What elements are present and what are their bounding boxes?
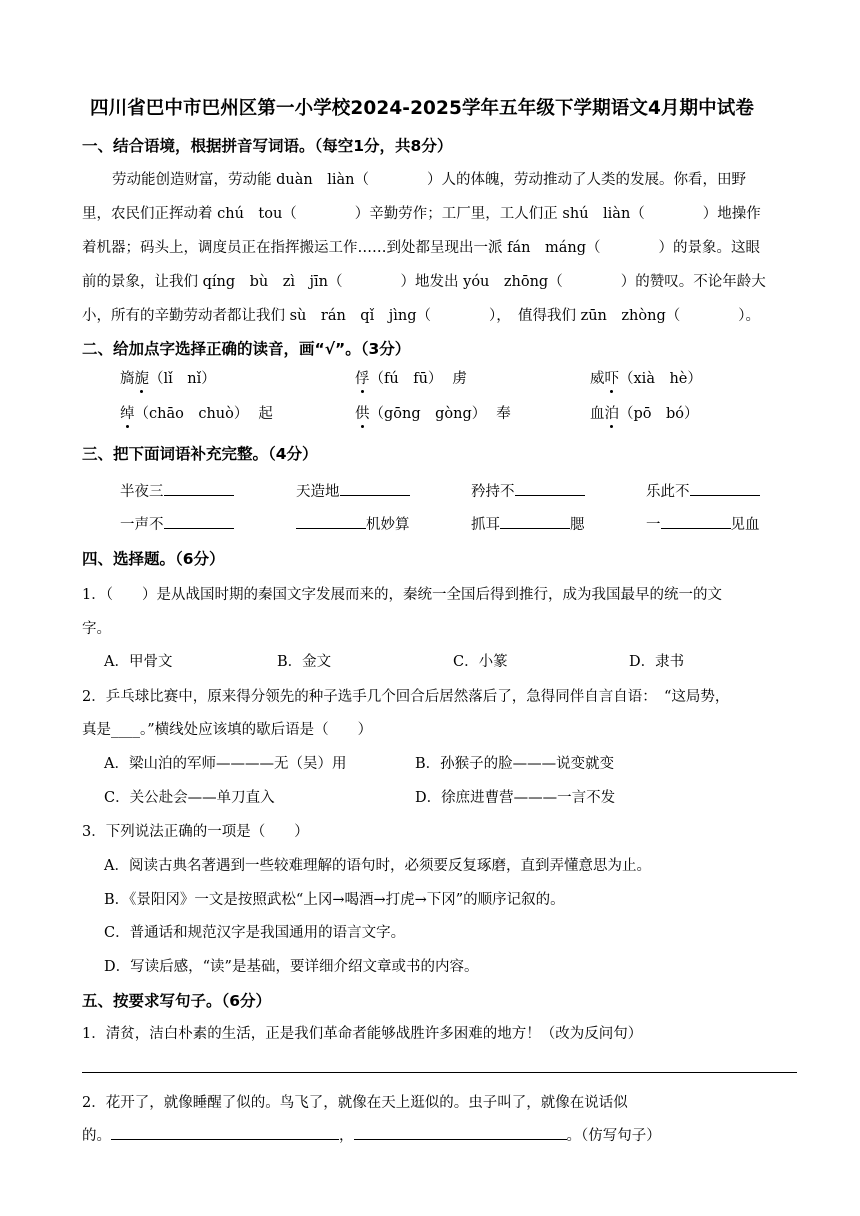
q2-option-c[interactable]: C．关公赴会——单刀直入 [104, 790, 275, 806]
s5-q2-text: 2．花开了，就像睡醒了似的。鸟飞了，就像在天上逛似的。虫子叫了，就像在说话似 [82, 1095, 628, 1111]
answer-blank[interactable] [515, 481, 585, 496]
s1-line-3: 着机器；码头上，调度员正在指挥搬运工作……到处都呈现出一派 fán máng（ ）的景象。这眼 [82, 240, 760, 256]
q1-option-b[interactable]: B．金文 [277, 654, 332, 670]
page-title: 四川省巴中市巴州区第一小学校2024-2025学年五年级下学期语文4月期中试卷 [90, 98, 754, 119]
fill-item: 机妙算 [296, 513, 410, 534]
q1-option-c[interactable]: C．小篆 [453, 654, 508, 670]
pron-item: 供（gōng gòng） 奉 [355, 406, 511, 422]
q2-option-a[interactable]: A．梁山泊的军师————无（吴）用 [104, 756, 347, 772]
dotted-char: 旎 [134, 371, 149, 387]
s1-line-1: 劳动能创造财富，劳动能 duàn liàn（ ）人的体魄，劳动推动了人类的发展。你看，田野 [112, 172, 746, 188]
q3-option-a[interactable]: A．阅读古典名著遇到一些较难理解的语句时，必须要反复琢磨，直到弄懂意思为止。 [104, 858, 651, 874]
section-1-heading: 一、结合语境，根据拼音写词语。（每空1分，共8分） [82, 137, 453, 155]
q2-text-cont: 真是____。”横线处应该填的歇后语是（ ） [82, 722, 373, 738]
section-3-heading: 三、把下面词语补充完整。（4分） [82, 445, 318, 463]
answer-blank[interactable] [354, 1125, 567, 1140]
fill-item: 抓耳 腮 [471, 513, 585, 534]
answer-blank[interactable] [340, 481, 410, 496]
answer-blank[interactable] [111, 1125, 339, 1140]
q1-text-cont: 字。 [82, 621, 111, 637]
answer-blank[interactable] [690, 481, 760, 496]
dotted-char: 泊 [604, 406, 619, 422]
fill-item: 一 见血 [646, 513, 760, 534]
pron-item: 威吓（xià hè） [590, 371, 702, 387]
fill-item: 一声不 [120, 513, 234, 534]
dotted-char: 绰 [120, 406, 135, 422]
s1-line-4: 前的景象，让我们 qíng bù zì jīn（ ）地发出 yóu zhōng（ ）的赞叹。不论年龄大 [82, 274, 766, 290]
answer-blank[interactable] [296, 514, 366, 529]
q3-option-d[interactable]: D．写读后感，“读”是基础，要详细介绍文章或书的内容。 [104, 959, 479, 975]
s1-line-5: 小，所有的辛勤劳动者都让我们 sù rán qǐ jìng（ ）， 值得我们 zūn zhòng（ ）。 [82, 308, 760, 324]
s1-line-2: 里，农民们正挥动着 chú tou（ ）辛勤劳作；工厂里，工人们正 shú liàn（ ）地操作 [82, 206, 761, 222]
q1-text: 1．（ ）是从战国时期的秦国文字发展而来的，秦统一全国后得到推行，成为我国最早的统一的文 [82, 587, 722, 603]
answer-blank[interactable] [164, 481, 234, 496]
q3-text: 3．下列说法正确的一项是（ ） [82, 824, 309, 840]
q1-option-d[interactable]: D．隶书 [629, 654, 685, 670]
section-5-heading: 五、按要求写句子。（6分） [82, 992, 272, 1010]
q1-option-a[interactable]: A．甲骨文 [104, 654, 173, 670]
fill-item: 半夜三 [120, 480, 234, 501]
dotted-char: 俘 [355, 371, 370, 387]
fill-item: 天造地 [296, 480, 410, 501]
pron-item: 绰（chāo chuò） 起 [120, 406, 273, 422]
answer-blank[interactable] [164, 514, 234, 529]
pron-item: 旖旎（lǐ nǐ） [120, 371, 216, 387]
q2-text: 2．乒乓球比赛中，原来得分领先的种子选手几个回合后居然落后了，急得同伴自言自语： “这局势， [82, 689, 730, 705]
s5-q2-text-cont: 的。 ， 。（仿写句子） [82, 1124, 661, 1145]
answer-line[interactable] [82, 1072, 797, 1073]
q2-option-b[interactable]: B．孙猴子的脸———说变就变 [415, 756, 615, 772]
section-2-heading: 二、给加点字选择正确的读音，画“√”。（3分） [82, 340, 411, 358]
dotted-char: 供 [355, 406, 370, 422]
fill-item: 乐此不 [646, 480, 760, 501]
dotted-char: 吓 [604, 371, 619, 387]
q3-option-c[interactable]: C．普通话和规范汉字是我国通用的语言文字。 [104, 925, 406, 941]
s5-q1-text: 1．清贫，洁白朴素的生活，正是我们革命者能够战胜许多困难的地方！（改为反问句） [82, 1026, 643, 1042]
fill-item: 矜持不 [471, 480, 585, 501]
pron-item: 俘（fú fū） 虏 [355, 371, 467, 387]
q3-option-b[interactable]: B．《景阳冈》一文是按照武松“上冈→喝酒→打虎→下冈”的顺序记叙的。 [104, 892, 565, 908]
section-4-heading: 四、选择题。（6分） [82, 550, 225, 568]
answer-blank[interactable] [500, 514, 570, 529]
answer-blank[interactable] [661, 514, 731, 529]
q2-option-d[interactable]: D．徐庶进曹营———一言不发 [415, 790, 616, 806]
pron-item: 血泊（pō bó） [590, 406, 699, 422]
